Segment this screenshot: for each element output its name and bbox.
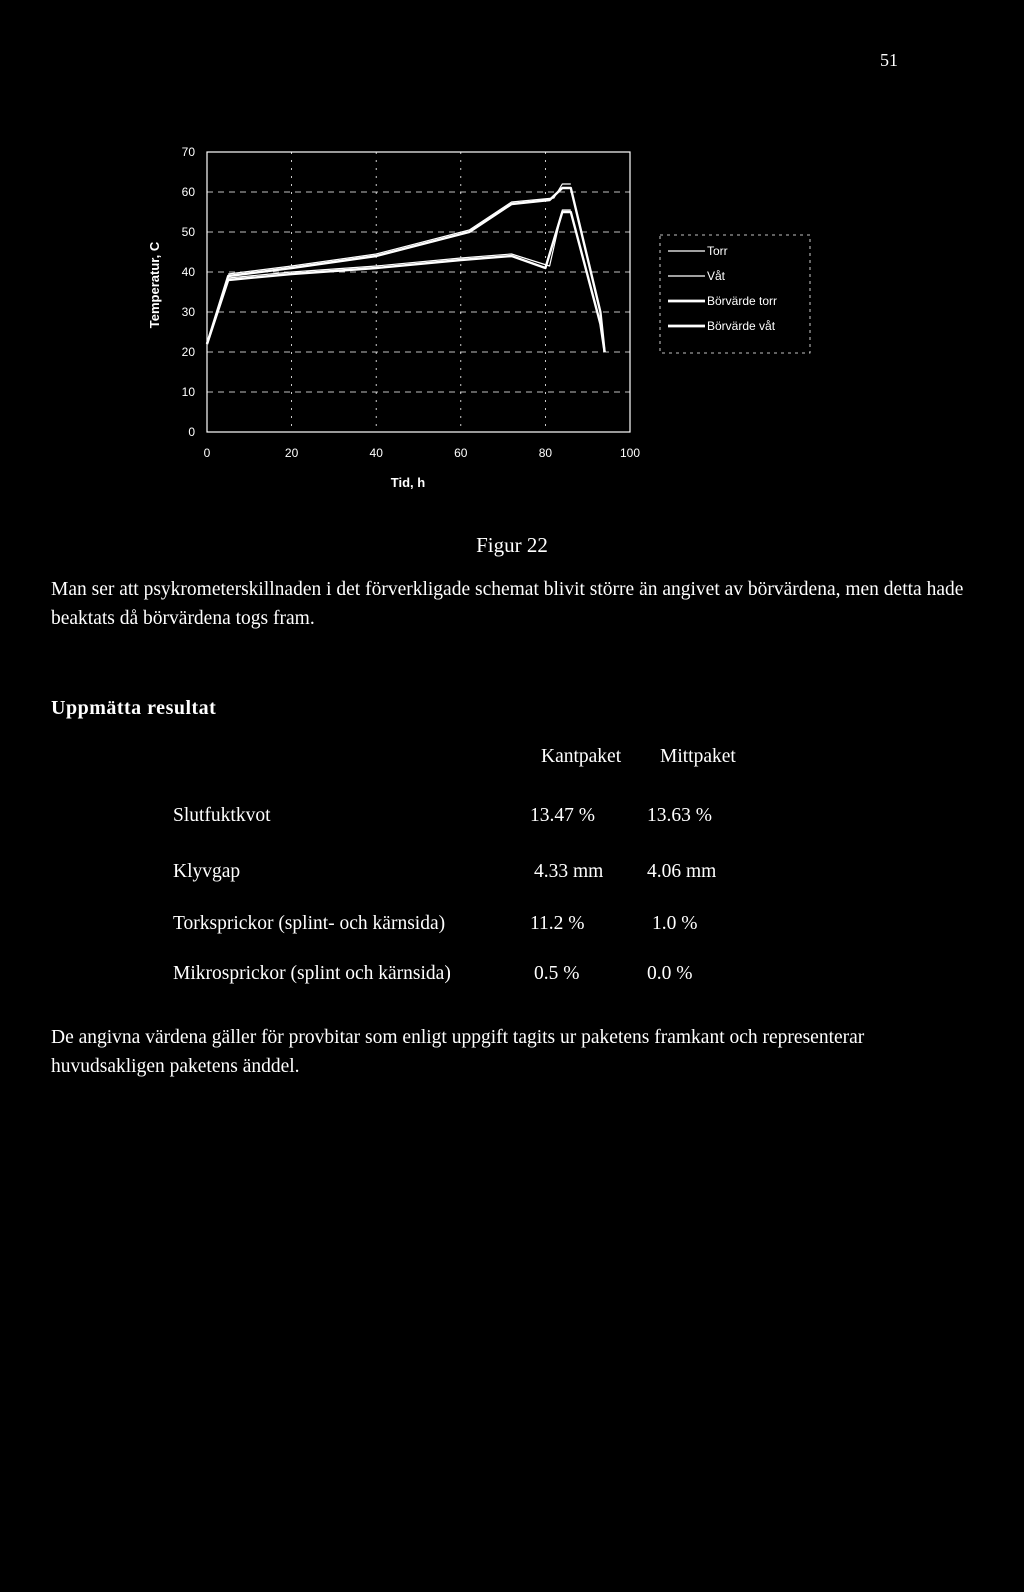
page-number: 51	[880, 50, 898, 70]
row-label: Klyvgap	[173, 861, 241, 882]
row-label: Torksprickor (splint- och kärnsida)	[173, 913, 446, 934]
y-tick-label: 70	[181, 145, 195, 159]
x-tick-label: 40	[369, 446, 383, 460]
series-line	[207, 212, 605, 352]
row-value-kant: 0.5 %	[534, 963, 580, 984]
legend-label: Våt	[707, 269, 726, 283]
x-tick-label: 20	[284, 446, 299, 460]
y-tick-label: 60	[181, 185, 195, 199]
paragraph-note: De angivna värdena gäller för provbitar som enligt uppgift tagits ur paketens framkant och representerar huvudsakligen paketens änddel.	[51, 1027, 865, 1077]
figure-caption: Figur 22	[476, 533, 548, 557]
x-axis-title: Tid, h	[390, 475, 426, 490]
column-header-mittpaket: Mittpaket	[660, 746, 736, 767]
legend-label: Börvärde torr	[707, 294, 778, 308]
row-value-kant: 11.2 %	[530, 913, 585, 934]
y-tick-label: 40	[181, 265, 195, 279]
y-tick-label: 30	[181, 305, 195, 319]
series-line	[207, 188, 605, 352]
y-tick-label: 0	[188, 425, 195, 439]
x-tick-label: 0	[203, 446, 211, 460]
y-tick-label: 50	[181, 225, 195, 239]
row-label: Mikrosprickor (splint och kärnsida)	[173, 963, 451, 984]
x-tick-label: 100	[619, 446, 641, 460]
legend-label: Börvärde våt	[707, 319, 776, 333]
y-axis-title: Temperatur, C	[147, 241, 162, 329]
row-value-mitt: 1.0 %	[652, 913, 698, 934]
series-line	[228, 184, 571, 274]
row-value-mitt: 13.63 %	[647, 805, 712, 826]
legend-label: Torr	[707, 244, 728, 258]
x-tick-label: 60	[454, 446, 468, 460]
temperature-chart	[140, 135, 840, 505]
column-header-kantpaket: Kantpaket	[541, 746, 622, 767]
y-tick-label: 10	[181, 385, 195, 399]
section-heading: Uppmätta resultat	[51, 697, 217, 719]
y-tick-label: 20	[181, 345, 195, 359]
x-tick-label: 80	[538, 446, 553, 460]
row-label: Slutfuktkvot	[173, 805, 271, 826]
plot-frame	[207, 152, 630, 432]
row-value-kant: 4.33 mm	[534, 861, 604, 882]
row-value-kant: 13.47 %	[530, 805, 595, 826]
paragraph-intro: Man ser att psykrometerskillnaden i det förverkligade schemat blivit större än angivet av börvärdena, men detta hade beaktats då börvärdena togs fram.	[51, 579, 964, 629]
row-value-mitt: 0.0 %	[647, 963, 693, 984]
row-value-mitt: 4.06 mm	[647, 861, 717, 882]
